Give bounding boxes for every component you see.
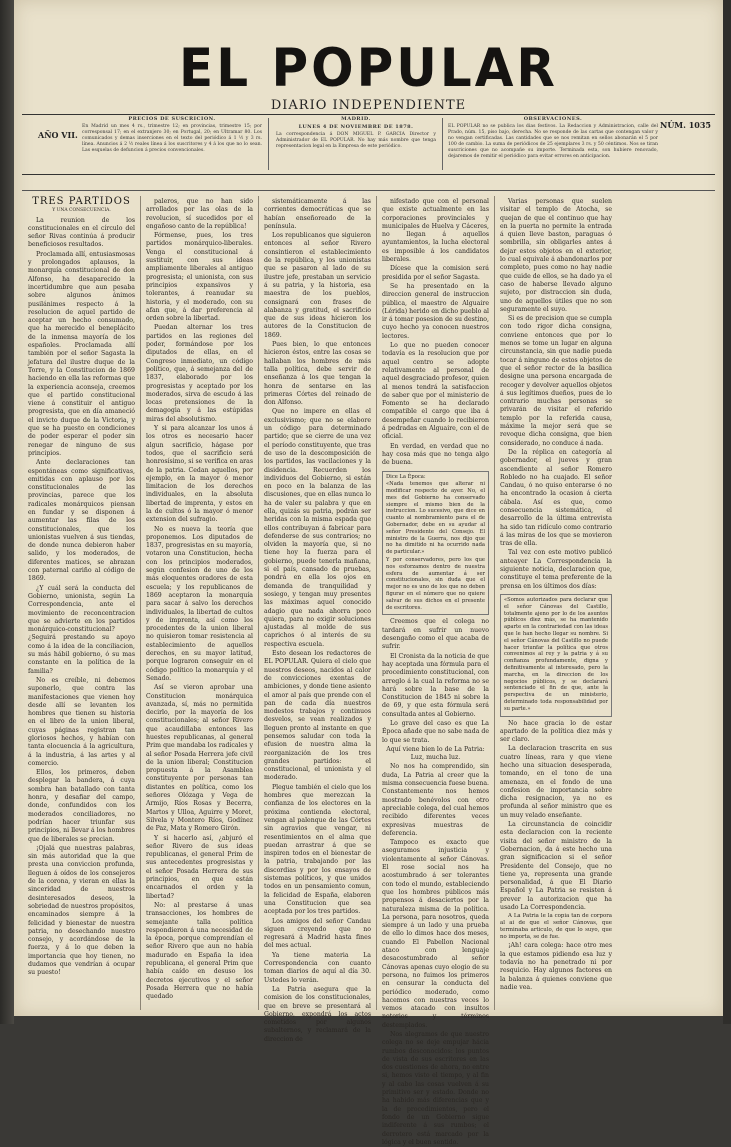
paragraph: No hace gracia lo de estar apartado de la política diez más y ser claro. (500, 719, 612, 744)
paragraph: A La Patria le la copia tan de corpora al ai de que el señor Cánovas, que terminaba articulo, de que lo suyo, que no importa, se de fue. (500, 913, 612, 941)
paragraph: ¡Ah! cara colega: hace otro mes la que estamos pidiendo esa luz y todavía no ha penetrado ni por resquicio. Hay algunos factores en la balanza á quienes conviene que nadie vea. (500, 942, 612, 991)
column-rule (140, 196, 141, 1010)
paragraph: La reunion de los constitucionales en el círculo del señor Rivas continúa á producir beneficiosos resultados. (28, 216, 135, 249)
dateline-box (276, 116, 436, 172)
paragraph: Proclamada allí, entusiasmosas y prolongados aplausos, la monarquía constitucional de don Alfonso, ha desaparecido la incertidumbre que aun pesaba sobre algunos ánimos pusilánimes respecto á la resolucion de aquel partido de aceptar un hecho consumado, que ha merecido el beneplácito de la inmensa mayoría de los españoles. Proclamada allí también por el señor Sagasta la jefatura del ilustre duque de la Torre, y la Constitucion de 1869 haciendo en ella las reformas que la experiencia aconseja, creemos que el partido constitucional viene á constituir el antiguo progresista, que en día amaneció el invicto duque de la Victoria, y que se ha puesto en condiciones de poder esperar el poder sin renegar de ninguno de sus principios. (28, 250, 135, 457)
rule-columns-top (22, 190, 715, 191)
paragraph: Tal vez con este motivo publicó anteayer La Correspondencia la siguiente noticia, declaracion que, constituye el tema preferente de la prensa en los últimos dos días: (500, 549, 612, 590)
paragraph: Ante declaraciones tan espontáneas como significativas, emitidas con aplauso por los constitucionales de las provincias, parece que los radicales monárquicos piensan en fundar y se disponen á aumentar las filas de los constitucionales, que los unionistas vuelven á sus tiendas, de donde nunca debieron haber salido, y los moderados, de diferentes matices, se abrazan con paternal cariño al código de 1869. (28, 459, 135, 583)
column-4 (382, 198, 489, 1146)
paragraph: Ya tiene materia La Correspondencia con cuanto toman diarios de aquí al día 30. Ustedes lo verán. (264, 951, 371, 984)
newspaper-page (14, 0, 723, 1146)
article-title: TRES PARTIDOS (32, 196, 131, 207)
column-rule (494, 196, 495, 1010)
notes-heading: OBSERVACIONES. (523, 116, 583, 122)
paragraph: La declaracion trascrita en sus cuatro líneas, rara y que viene hecho una situacion desesperada, tomando, en el tono de una amenaza, en el fondo de una confesion de importancia sobre dicha resignacion, ya no es profunda al señor ministro que es un muy velado enseñante. (500, 745, 612, 819)
info-bar (22, 116, 715, 172)
paragraph: ¿Y cuál será la conducta del Gobierno, unionista, según La Correspondencia, ante el movimiento de reconcentracion que se advierte en los partidos monárquico-constitucional? ¿Seguirá prestando su apoyo como á la idea de la conciliacion, su más hábil gobierno, ó su mas constante en la política de la familia? (28, 584, 135, 675)
paragraph: sistemáticamente á las corrientes democráticas que se habían enseñoreado de la península. (264, 198, 371, 230)
year-label: AÑO VII. (38, 130, 78, 140)
paragraph: Así se vieron aprobar una Constitucion monárquica avanzada, sí, más no permitida decirlo, por la mayoría de los constitucionales; al señor Rivero que acaudillaba entonces las huestes republicanas, al general Prim que mandaba los radicales y al señor Posada Herrera jefe civil de la union liberal; Constitucion propuesta á la Asamblea constituyente por personas tan distantes en política, como los señores Olózaga y Vega de Armijo, Ríos Rosas y Becerra, Martos y Ulloa, Aguirre y Moret, Silvela y Montero Ríos, Godínez de Paz, Mata y Romero Girón. (146, 684, 253, 833)
paragraph: Los republicanos que siguieron entonces al señor Rivero consintieron el establecimiento de la república, y los unionistas que se pasaron al lado de su ilustre jefe, prestaban un servicio á su patria, y la historia, esa maestra de los pueblos, consignará con frases de alabanza y gratitud, el sacrificio que de sus ideas hicieron los autores de la Constitucion de 1869. (264, 232, 371, 339)
paragraph: Varias personas que suelen visitar el templo de Atocha, se quejan de que el continuo que hay en la puerta no permite la entrada á quien lleve baston, paraguas ó sombrilla, sin obligarles antes á dejar estos objetos en el exterior, lo cual equivale á abandonarlos por completo, pues como no hay nadie que cuide de ellos, se ha dado ya el caso de haberse llevado alguno sujeto, por distraccion sin duda, uno de aquellos útiles que no son seguramente el suyo. (500, 198, 612, 313)
info-divider (268, 118, 269, 170)
paragraph: nifestado que con el personal que existe actualmente en las corporaciones provinciales y municipales de Huelva y Cáceres, no llegan á aquellos ayuntamientos, la lucha electoral es imposible á los candidatos liberales. (382, 198, 489, 264)
newspaper-title: EL POPULAR (179, 37, 558, 99)
paragraph: Nos alegramos de que nuestro colega no se deje empujar hácia rumbos desconocidos: los puntos de vista de sus escritores en las dos cuestiones de ahora, no entre si, hemos visto el tiempo, y al fin y al cabo las cosas vuelven á su primitivo ser y estado. Donde no ha habido más diferencias que y la de procedimientos, pero el fondo de un Gobierno sigue indiferente á sus rumbos; el derrotero está marcado por la lógica y el buen sentido. (382, 1030, 489, 1146)
notes-box (448, 116, 658, 172)
dateline-date: LUNES 4 DE NOVIEMBRE DE 1878. (298, 124, 414, 130)
paragraph: Se ha presentado en la direccion general de instruccion pública, el maestro de Alguaire (Lérida) herido en dicho pueblo al ir á tomar posesion de su destino, cuyo hecho ya conocen nuestros lectores. (382, 282, 489, 340)
notes-text: EL POPULAR no se publica los dias festivos. La Redaccion y Administracion, calle del Prado, núm. 15, piso bajo, derecha. No se responde de las cartas que contengan valor y no vengan certificadas. Las cantidades que se nos remitan en sellos abonarán el 5 por 100 de cambio. La suma de periódicos de 25 ejemplares 3 rs. y 50 céntimos. Nos se tiran suscriciones que no acompañe su importe. Terminada esta, son hubiere renovado, dejaremos de remitir el periódico para evitar errores en anticipacion. (448, 124, 658, 159)
column-3 (264, 198, 371, 1043)
column-rule (258, 196, 259, 1010)
paragraph: Si es de precision que se cumpla con todo rigor dicha consigna, conviene entonces que por lo menos se tome un lugar en alguna circunstancia, sin que nadie pueda tocar á ninguno de estos objetos de que el señor rector de la basílica designe una persona encargada de recoger y devolver aquellos objetos á sus legítimos dueños, pues de lo contrario muchas personas se privarán de visitar el referido templo por la referida causa, máxime la mejor será que se revoque dicha consigna, que bien considerado, no conduce á nada. (500, 315, 612, 447)
paragraph: Los amigos del señor Candau siguen creyendo que no regresará á Madrid hasta fines del mes actual. (264, 917, 371, 950)
paragraph: El Cronista da la noticia de que hay aceptada una fórmula para el procedimiento constitucional, con arreglo á la cual la reforma no se hará sobre la base de la Constitucion de 1845 ni sobre la de 69, y que esta fórmula será consultada antes al Gobierno. (382, 652, 489, 718)
paragraph: Y si para alcanzar los unos á los otros es necesario hacer algun sacrificio, hágase por todos, que el sacrificio será honrosísimo, si se verifica en aras de la patria. Cedan aquellos, por ejemplo, en la mayor ó menor limitacion de los derechos individuales, en la absoluta libertad de imprenta, y estos en la de cultos ó la mayor ó menor extension del sufragio. (146, 425, 253, 524)
paragraph: Ellos, los primeros, deben desplegar la bandera, á cuya sombra han batallado con tanta honra, y desafiar del campo, donde, confundidos con los moderados conciliadores, no podrían hacer triunfar sus principios, ni llevar á los hombres que de liberales se precian. (28, 769, 135, 843)
subscription-box (82, 116, 262, 172)
paragraph: Creemos que el colega no tardará en sufrir un nuevo desengaño como el que acaba de sufrir. (382, 618, 489, 651)
newspaper-subtitle: DIARIO INDEPENDIENTE (270, 98, 467, 113)
quoted-excerpt (500, 594, 612, 717)
paragraph: Tampoco es exacto que aseguramos injusticia y violentamente al señor Cánovas. El rose social nos ha acostumbrado á ser tolerantes con todo el mundo, estableciendo que los hombres públicos más propensos á desaciertos por la naturaleza misma de la política. La persona, para nosotros, queda siempre á un lado y una prueba de ello lo dimos hace dos meses, cuando El Pabellon Nacional ataco con lenguaje desacostumbrado al señor Cánovas apenas cuyo elogio de su persona, no fuimos los primeros en censurar la conducta del periódico moderado, como hacemos con nuestras veces lo vemos atacado con insultos notorios y términos destemplados. (382, 839, 489, 1029)
issue-number: NÚM. 1035 (660, 120, 711, 130)
paragraph: Pues bien, lo que entonces hicieron éstos, entre las cosas se hallaban los hombres de más talla política, debe servir de enseñanza á los que tengan la honra de sentarse en las primeras Córtes del reinado de don Alfonso. (264, 341, 371, 407)
info-divider (442, 118, 443, 170)
column-2 (146, 198, 253, 1010)
paragraph: De la réplica en categoría al gobernador, el jueves y gran ascendiente al señor Romero Robledo no ha cuajado. El señor Candau, ó no quiso enterarse ó no ha encontrado la ocasion á cierta cábala. Así es que, como consecuencia sistemática, el desarrollo de la última entrevista ha sido tan ridículo como contrario á las miras de los que se movieron tras de ella. (500, 448, 612, 548)
paragraph: Puedan alternar los tres partidos en las regiones del poder, formándose por los diputados de ellas, en el Congreso inmediato, un código político, que, á semejanza del de 1837, elaborado por los progresistas y aceptado por los moderados, sirva de escudo á las locas pretensiones de la demagogia y á las estúpidas miras del absolutismo. (146, 324, 253, 423)
masthead (14, 37, 723, 113)
paragraph: Aquí viene bien lo de La Patria: Luz, mucha luz. (386, 745, 485, 762)
book-gutter (0, 0, 14, 1024)
column-1 (28, 198, 135, 1010)
quote-line: Dice La Época: (386, 473, 426, 480)
paragraph: Y si hacerlo así, ¿abjuró el señor Rivero de sus ideas republicanas, el general Prim de sus antecedentes progresistas y el señor Posada Herrera de sus principios, en que están encarnados el orden y la libertad? (146, 834, 253, 900)
subscription-heading: PRECIOS DE SUSCRICION. (128, 116, 216, 122)
quote-line: Y por conservadores, pero los que nos esforzamos dentro de nuestra esfera de aumentar á ser constitucionales, sin duda que el mejor no es uno de los que no deben figurar en el número que no quiere salvar de sus dichos en el presente de escritores. (386, 557, 485, 611)
paragraph: Que no impere en ellas el exclusivismo; que no se elabore un código para determinado partido; que se cierre de una vez el período constituyente, que tras de uso de la descomposición de los partidos, las vacilaciones y la disidencia. Recuerden los individuos del Gobierno, si están en poco en la balanza de las discusiones, que en ellas nunca lo ha de valer su palabra y que en ella, quizás su patria, podrán ser heridas con la misma espada que ellos contribuyan á fabricar para defenderse de sus contrarios; no olviden la mayoría que, si no tiene hoy la fuerza para el gobierno, puede tenerla mañana, si el país, cansado de pruebas, pondrá en ella los ojos en demanda de tranquilidad y sosiego, y tengan muy presentes las máximas aquel conocido adagio que nada ahorra poco quiera, para no exigir soluciones ajustadas al molde de sus caprichos ó al interés de su respectiva escuela. (264, 408, 371, 648)
page-edge (723, 0, 731, 1024)
paragraph: La Patria asegura que la comision de los constitucionales, que en breve se presentará al Gobierno, expondrá los actos cometidos por algunos subalternos, y reclamará de la direccion de (264, 985, 371, 1043)
quote-line: «Nada tenemos que alterar ni modificar respecto de ayer. No, el mes del Gobierno ha conservado siempre el mismo bien de la instruccion. Lo sucesivo, que dice en cuanto al nombramiento para el de Gobernador, debe en su ayudar al señor Presidente del Consejo. El ministro de la Guerra, nos dijo que no ha dimitido ni ha ocurrido nada de particular.» (386, 481, 485, 556)
paragraph: Dícese que la comision será presidida por el señor Sagasta. (382, 265, 489, 281)
article-subtitle: Y UNA CONSECUENCIA. (52, 208, 111, 214)
paragraph: Lo que no pueden conocer todavía es la resolucion que por aquel centro se adopte relativamente al personal de aquel desgraciado profesor, quien al menos tendrá la satisfaccion de saber que por el ministerio de Fomento se ha declarado compatible el cargo que iba á desempeñar cuando lo recibieron á pedradas en Alguaire, con el de oficial. (382, 342, 489, 441)
paragraph: Esto desean los redactores de EL POPULAR. Quiera el cielo que nuestros deseos, nacidos al calor de convicciones exentas de ambiciones, y donde tiene asiento el amor al país que prende con el pan de cada día nuestros modestos trabajos y continuos desvelos, se vean realizados y lleguen pronto al instante en que pensemos saludar con toda la efusion de nuestra alma la reorganización de los tres grandes partidos: el constitucional, el unionista y el moderado. (264, 650, 371, 782)
dateline-text: La correspondencia á DON MIGUEL P. GARCIA Director y Administrador de EL POPULAR. No hay más nombre que tenga representacion legal en la Empresa de este periódico. (276, 132, 436, 149)
rule-top (22, 114, 715, 115)
paragraph: No es creíble, ni debemos suponerlo, que contra las manifestaciones que vienen hoy desde allí se levanten los hombres que tienen su historia en el libro de la union liberal, cuyas páginas registran tan gloriosos hechos, y habían con tanta elocuencia á la agricultura, á la industria, á las artes y al comercio. (28, 676, 135, 767)
subscription-text: En Madrid un mes 4 rs., trimestre 12; en provincias, trimestre 15; por corresponsal 17; en el extranjero 30; en Portugal, 20; en Ultramar 80. Los comunicados y demas inserciones en el texto del periódico á 1 ½ y 3 rs. línea. Anuncios á 2 ½ reales línea á los suscritores y 4 á los que no lo sean. Las esquelas de defuncion á precios convencionales. (82, 124, 262, 153)
rule-info-bottom (22, 174, 715, 175)
quoted-excerpt (382, 471, 489, 616)
paragraph: En verdad, en verdad que no hay cosa más que no tenga algo de buena. (382, 442, 489, 467)
paragraph: No nos ha comprendido, sin duda, La Patria al creer que la misma consecuencia fuese buena. Constantemente nos hemos mostrado benévolos con otro apreciable colega, del cual hemos recibido diferentes veces expresivas muestras de deferencia. (382, 763, 489, 837)
paragraph: No es nueva la teoría que proponemos. Los diputados de 1837, progresistas en su mayoría, votaron una Constitucion, hecha con los principios moderados, según confesion de uno de los más eloquentes oradores de esta escuela; y los republicanos de 1869 aceptaron la monarquía para sacar á salvo los derechos individuales, la libertad de cultos y de imprenta, así como los procedentes de la union liberal no quisieron tomar resistencia al establecimiento de aquellos derechos, en su mayor latitud, porque lograron conseguir en el código político la monarquía y el Senado. (146, 525, 253, 682)
paragraph: Plegue también el cielo que los hombres que merezcan la confianza de los electores en la próxima contienda electoral, vengan al palenque de las Córtes sin agravios que vengar, ni resentimientos en el alma que puedan arrastrar á que se inspiren todos en el bienestar de la patria, trabajando por las discordias y por los ensayos de sistemas políticos, y que unidos todos en un pensamiento comun, la felicidad de España, elaboren una Constitucion que sea aceptada por los tres partidos. (264, 783, 371, 916)
paragraph: No: al prestarse á unas transacciones, los hombres de semejante talla política respondieron á una necesidad de la época, porque comprendían el señor Rivero que aun no había madurado en España la idea republicana, el general Prim que había caído en desuso los decretos ejecutivos y el señor Posada Herrera que no había quedado (146, 901, 253, 1001)
paragraph: Fórmense, pues, los tres partidos monárquico-liberales. Venga el constitucional á sustituir, con sus ideas ampliamente liberales al antiguo progresista; el unionista, con sus principios expansivos y tolerantes, á reanudar su historia, y el moderado, con su afan que, á dar preferencia al orden sobre la libertad. (146, 232, 253, 323)
paragraph: La circunstancia de coincidir esta declaracion con la reciente visita del señor ministro de la Gobernacion, da á este hecho una gran significacion si el señor Presidente del Consejo, que no tiene ya, representa una grande personalidad, á que El Diario Español y La Patria se resisten á prever la autorizacion que ha usado La Correspondencia. (500, 821, 612, 912)
paragraph: paleros, que no han sido arrollados por las olas de la revolucion, sí sucedidos por el engañoso canto de la república! (146, 198, 253, 230)
dateline-place: MADRID. (341, 116, 371, 122)
column-rule (376, 196, 377, 1010)
column-5 (500, 198, 612, 1010)
paragraph: ¡Ojalá que nuestras palabras, sin más autoridad que la que presta una conviccion profunda, lleguen á oídos de los consejeros de la corona, y vieran en ellas la sinceridad de nuestros desinteresados deseos, la sobriedad de nuestros propósitos, encaminados siempre á la felicidad y bienestar de nuestra patria, no desechando nuestro consejo, y acordándose de la fuerza, y á lo que deben la importancia que hoy tienen, no dudamos que vendrían á ocupar su puesto! (28, 844, 135, 977)
quote-line: «Somos autorizados para declarar que el señor Cánovas del Castillo, totalmente ajeno por lo de los asuntos públicos diez más, se ha mantenido aparte en la contrariedad con las ideas que le han hecho llegar su nombre. Si el señor Cánovas del Castillo no puede hacer triunfar la política que otros convenimos al rey y la patria y á su confianza profundamente, digna y definitivamente al interesado, pero la marcha, en la direccion de los negocios públicos, y se declarará sentenciado el fin de que, ante la perspectiva de un ministerio, determinado toda responsabilidad por su parte.» (504, 596, 608, 712)
paragraph: Lo grave del caso es que La Época añade que no sabe nada de lo que se trata. (382, 720, 489, 744)
